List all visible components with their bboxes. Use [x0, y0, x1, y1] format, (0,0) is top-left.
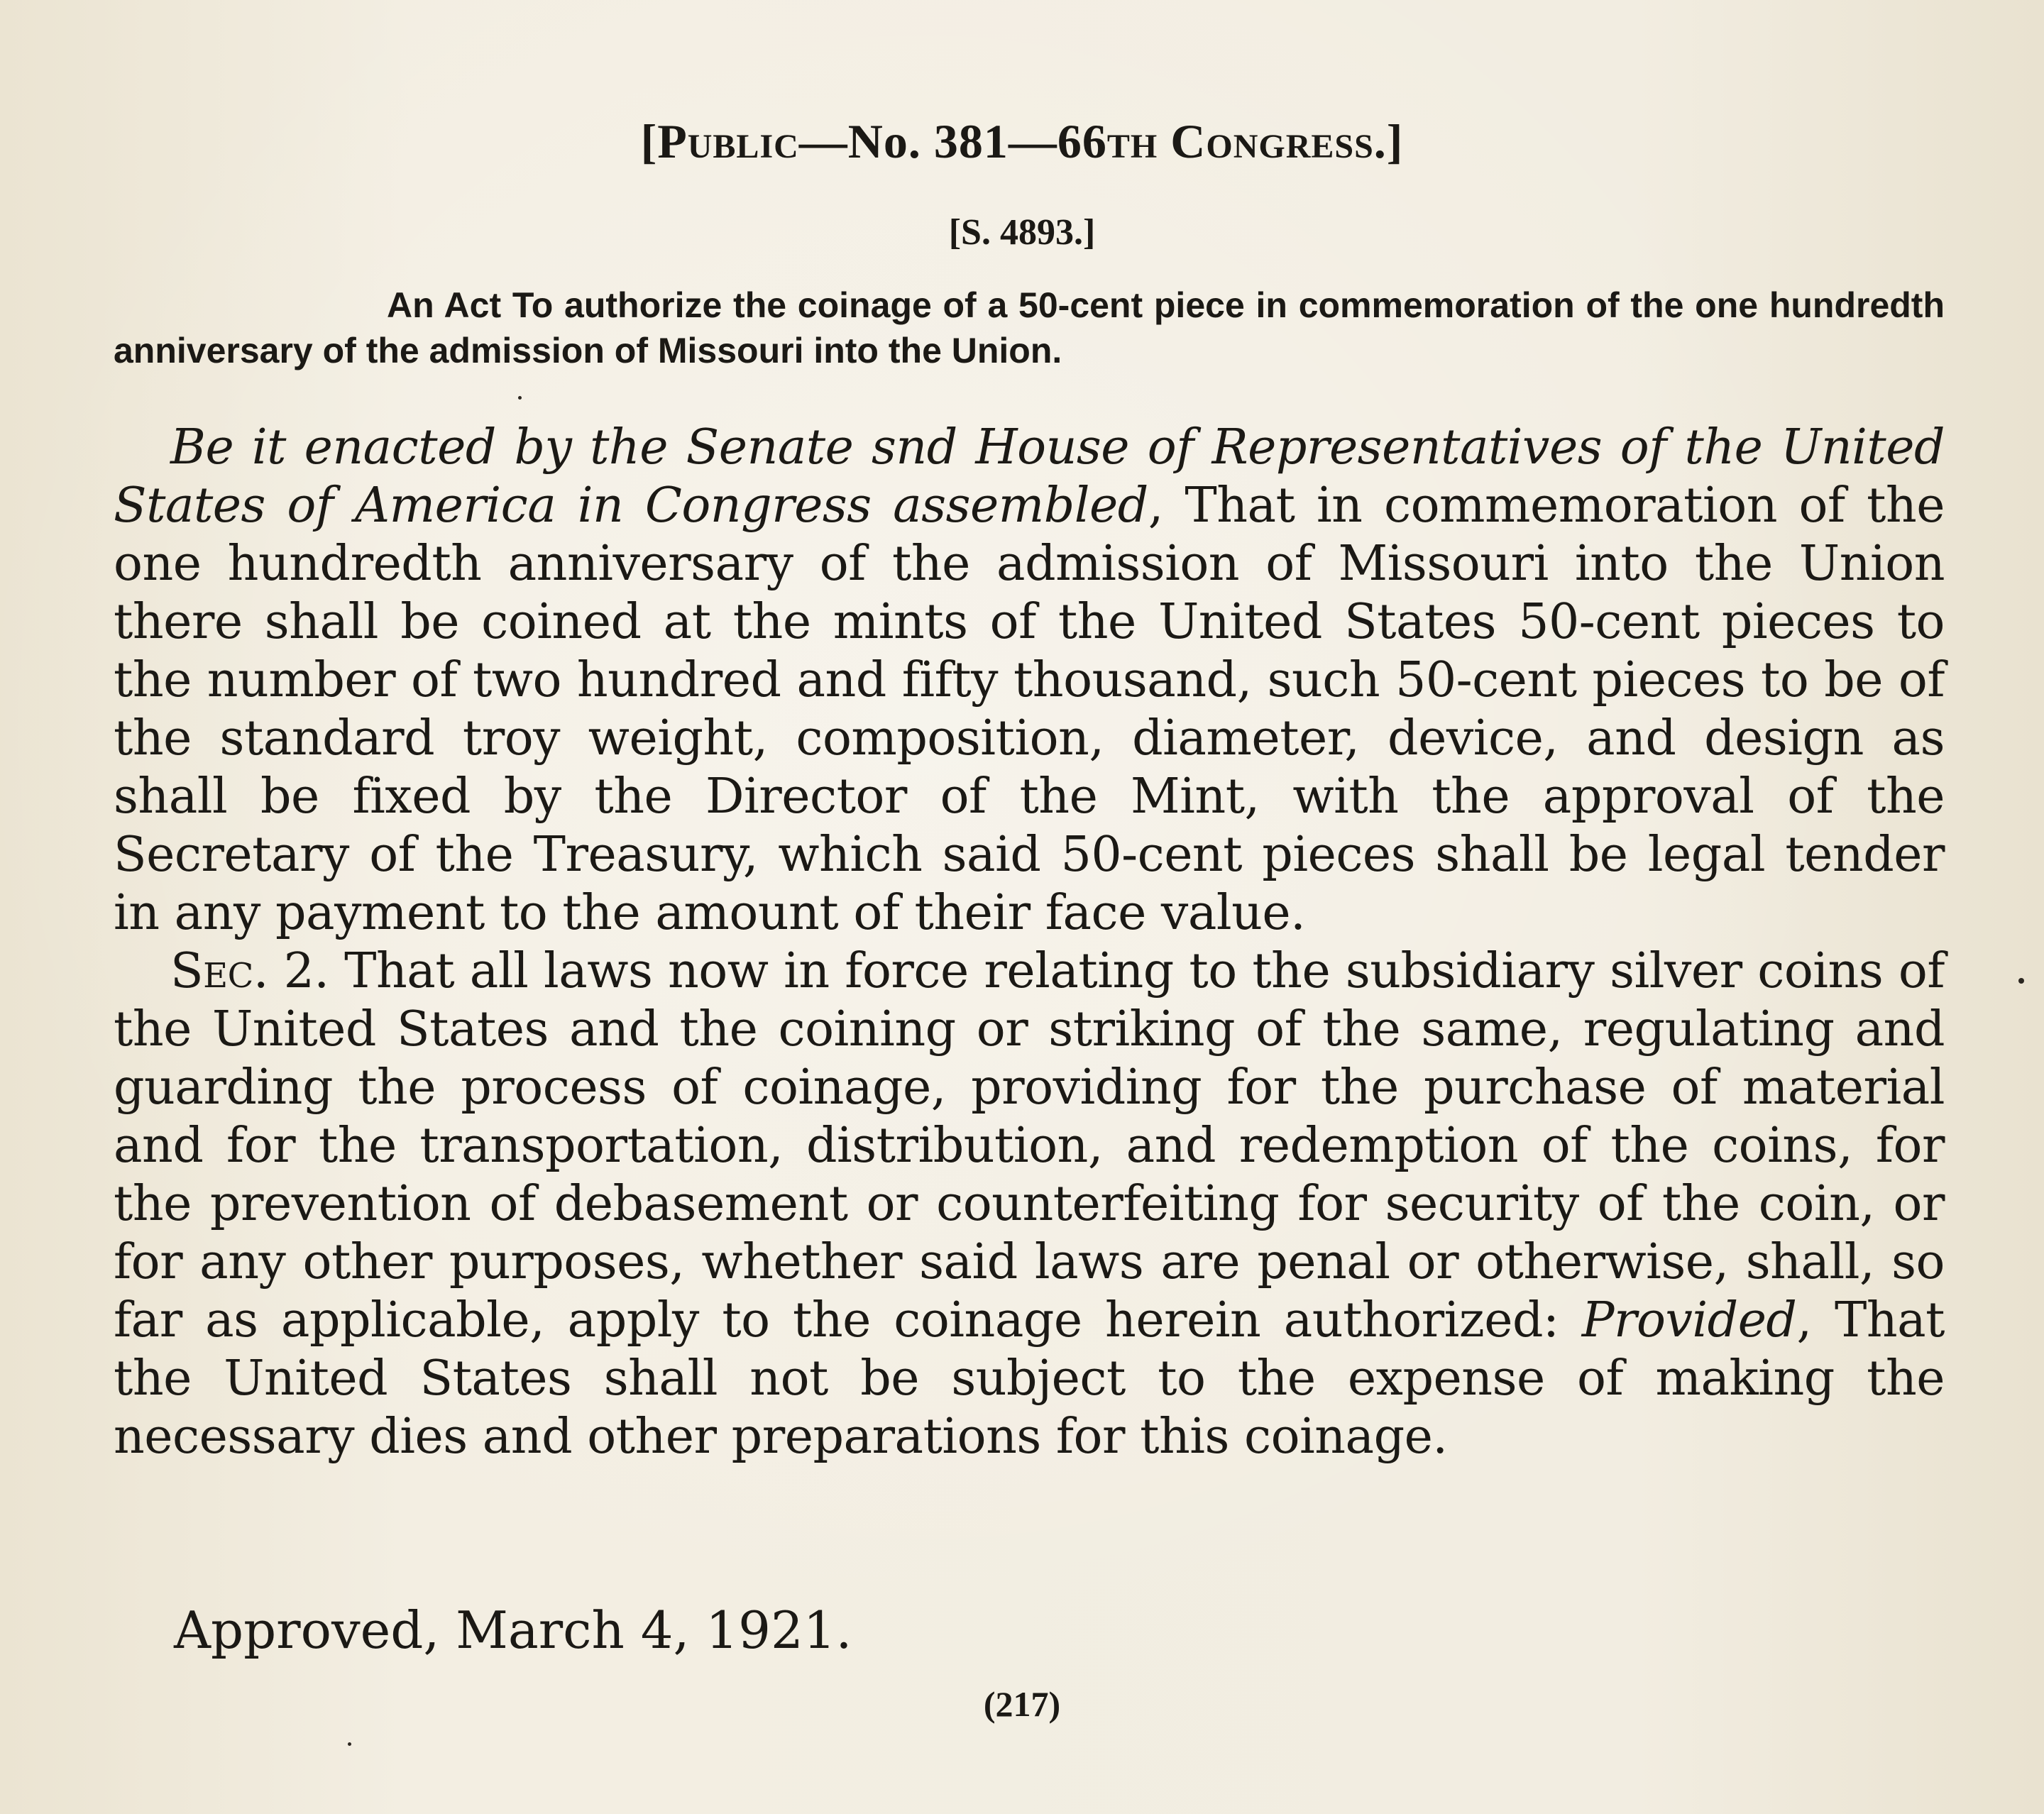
bill-number: [S. 4893.]: [948, 212, 1096, 253]
section-1-text: , That in commemoration of the one hundredth anniversary of the admission of Missouri into the Union there shall be coined at the mints of the United States 50-cent pieces to the number of two hundred and fifty thousand, such 50-cent pieces to be of the standard troy weight, composition, diameter, device, and design as shall be fixed by the Director of the Mint, with the approval of the Secretary of the Treasury, which said 50-cent pieces shall be legal tender in any payment to the amount of their face value.: [114, 478, 1945, 941]
page-number: (217): [983, 1684, 1061, 1724]
heading-congress-number: 66th: [1057, 114, 1158, 168]
section-2: [114, 942, 1945, 1466]
heading-public: Public: [657, 114, 799, 168]
heading-open-bracket: [: [640, 114, 658, 168]
act-body: [114, 419, 1945, 1466]
ink-speck: [348, 1742, 351, 1746]
law-heading: [0, 114, 2044, 170]
section-2-text-b: , That the United States shall not be subject to the expense of making the necessary dies and other preparations for this coinage.: [114, 1292, 1945, 1465]
section-2-label: Sec. 2.: [170, 943, 329, 999]
ink-speck: [518, 396, 522, 400]
act-title: An Act To authorize the coinage of a 50-cent piece in commemoration of the one hundredth anniversary of the admission of Missouri into the Union.: [114, 285, 1945, 370]
section-1: [114, 419, 1945, 942]
heading-close: .]: [1373, 114, 1404, 168]
provided-clause: Provided: [1581, 1292, 1797, 1348]
heading-congress: Congress: [1170, 114, 1374, 168]
heading-number: —No. 381—: [798, 114, 1057, 168]
section-2-text-a: That all laws now in force relating to the subsidiary silver coins of the United States and the coining or striking of the same, regulating and guarding the process of coinage, providing for the purchase of material and for the transportation, distribution, and redemption of the coins, for the prevention of debasement or counterfeiting for security of the coin, or for any other purposes, whether said laws are penal or otherwise, shall, so far as applicable, apply to the coinage herein authorized:: [114, 943, 1945, 1348]
enacting-clause: Be it enacted by the Senate snd House of Representatives of the United States of America in Congress assembled: [114, 419, 1945, 534]
approval-date: Approved, March 4, 1921.: [174, 1600, 852, 1660]
ink-speck: [2018, 978, 2024, 984]
